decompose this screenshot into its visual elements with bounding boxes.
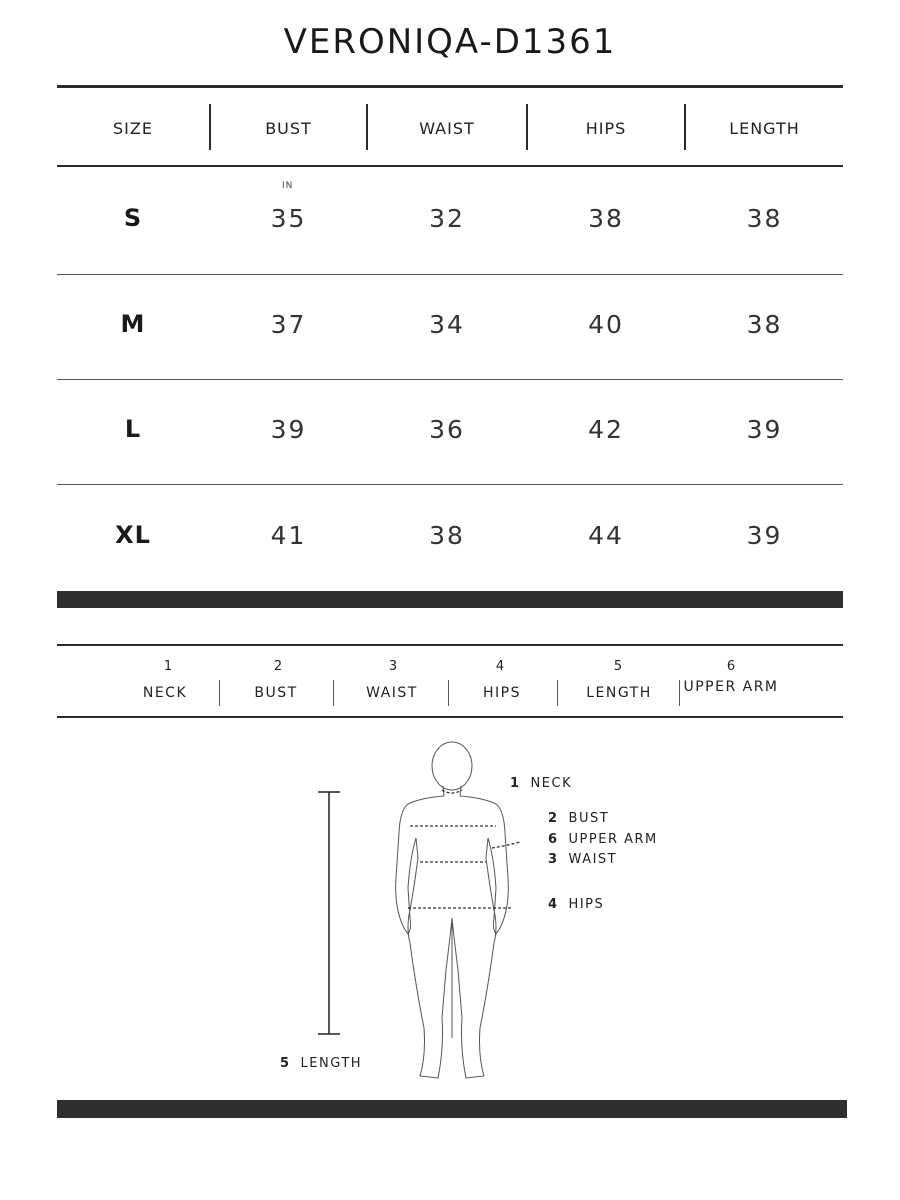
hips-cell: 40 [588, 309, 624, 339]
key-bottom-rule [57, 716, 843, 718]
size-cell: S [123, 204, 143, 232]
figure-label-upperarm [548, 832, 658, 847]
waist-cell: 38 [429, 520, 465, 550]
key-divider [333, 680, 334, 706]
bust-cell: 35 [270, 203, 307, 233]
key-number: 4 [495, 659, 505, 674]
key-label: HIPS [483, 685, 521, 701]
length-cell: 38 [746, 309, 783, 339]
length-cell: 39 [746, 414, 783, 444]
waist-cell: 32 [429, 203, 465, 233]
figure-label-hips [548, 897, 604, 912]
hips-cell: 38 [588, 203, 624, 233]
bust-cell: 41 [270, 520, 307, 550]
header-waist: WAIST [419, 118, 475, 138]
header-length: LENGTH [729, 118, 800, 138]
length-cell: 39 [746, 520, 783, 550]
row-divider [57, 379, 843, 380]
header-bottom-rule [57, 165, 843, 167]
length-cell: 38 [746, 203, 783, 233]
key-label: LENGTH [586, 685, 652, 701]
key-top-rule [57, 644, 843, 646]
neck-outline [443, 786, 461, 796]
figure-label-text: LENGTH [300, 1056, 363, 1071]
figure-label-number: 1 [510, 776, 521, 791]
figure-label-text: WAIST [568, 852, 618, 867]
table-top-rule [57, 85, 843, 88]
key-number: 1 [163, 659, 173, 674]
key-label: BUST [254, 685, 298, 701]
figure-label-waist [548, 852, 617, 867]
head-outline [432, 742, 472, 790]
figure-label-bust [548, 811, 609, 826]
figure-label-text: HIPS [568, 897, 605, 912]
figure-label-number: 3 [548, 852, 559, 867]
figure-label-neck [510, 776, 572, 791]
row-divider [57, 274, 843, 275]
table-bottom-bar [57, 591, 843, 608]
header-size: SIZE [113, 118, 153, 138]
hips-cell: 44 [588, 520, 624, 550]
figure-label-number: 5 [280, 1056, 291, 1071]
waist-cell: 36 [429, 414, 465, 444]
figure-bottom-bar [57, 1100, 847, 1118]
key-number: 6 [726, 659, 736, 674]
hips-cell: 42 [588, 414, 624, 444]
key-divider [219, 680, 220, 706]
bust-cell: 39 [270, 414, 307, 444]
size-cell: L [124, 415, 142, 443]
unit-label: IN [282, 181, 294, 191]
key-label: UPPER ARM [683, 679, 779, 695]
chart-title: VERONIQA-D1361 [283, 22, 617, 62]
key-number: 3 [388, 659, 398, 674]
waist-cell: 34 [429, 309, 465, 339]
key-label: NECK [142, 685, 188, 701]
figure-label-number: 6 [548, 832, 559, 847]
row-divider [57, 484, 843, 485]
figure-label-text: UPPER ARM [568, 832, 658, 847]
figure-label-text: NECK [530, 776, 573, 791]
figure-label-text: BUST [568, 811, 610, 826]
figure-label-number: 4 [548, 897, 559, 912]
size-cell: M [120, 310, 146, 338]
figure-label-length [280, 1056, 362, 1071]
header-hips: HIPS [585, 118, 627, 138]
length-scale [312, 786, 344, 1042]
key-number: 2 [273, 659, 283, 674]
key-divider [557, 680, 558, 706]
figure-label-number: 2 [548, 811, 559, 826]
bust-cell: 37 [270, 309, 307, 339]
key-label: WAIST [366, 685, 418, 701]
size-cell: XL [115, 521, 151, 549]
header-bust: BUST [265, 118, 312, 138]
key-number: 5 [613, 659, 623, 674]
